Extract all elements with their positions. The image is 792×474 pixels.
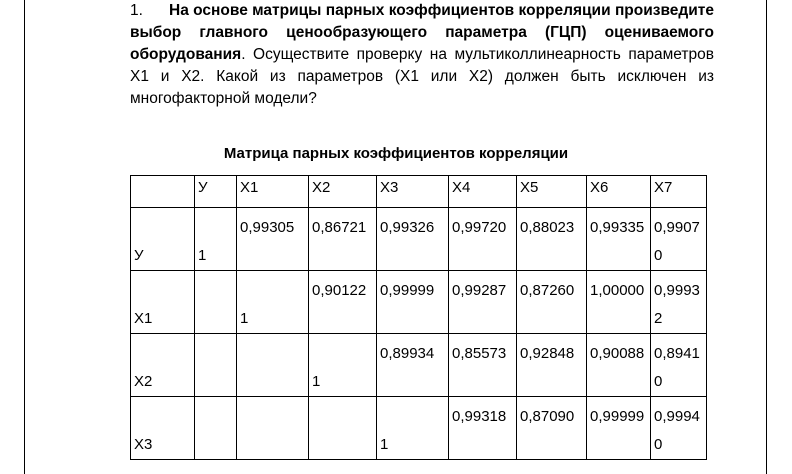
header-cell: Х2 <box>309 176 377 208</box>
table-row <box>131 334 707 397</box>
table-cell: 0,99335 <box>587 208 651 271</box>
page-border-right <box>766 0 767 474</box>
table-cell: 0,92848 <box>517 334 587 397</box>
table-cell <box>195 271 237 334</box>
table-cell: 0,99999 <box>377 271 449 334</box>
table-cell: 0,99720 <box>449 208 517 271</box>
header-cell <box>131 176 195 208</box>
task-number: 1. <box>130 2 143 19</box>
table-cell: 1 <box>237 271 309 334</box>
table-cell: 0,89410 <box>651 334 707 397</box>
table-cell: 0,99070 <box>651 208 707 271</box>
table-cell: 0,99940 <box>651 397 707 460</box>
row-label: Х2 <box>131 334 195 397</box>
table-cell: 1 <box>309 334 377 397</box>
task-text <box>130 0 714 110</box>
table-header-row <box>131 176 707 208</box>
table-cell <box>309 397 377 460</box>
table-cell <box>195 397 237 460</box>
table-cell: 0,87260 <box>517 271 587 334</box>
table-cell: 0,88023 <box>517 208 587 271</box>
task-rest-text: . Осуществите проверку на мультиколлинеарность параметров Х1 и Х2. Какой из параметров (Х1 или Х2) должен быть исключен из многофакторной модели? <box>130 46 714 107</box>
table-cell: 0,99287 <box>449 271 517 334</box>
header-cell: У <box>195 176 237 208</box>
table-cell <box>237 397 309 460</box>
table-cell: 0,90122 <box>309 271 377 334</box>
table-row <box>131 208 707 271</box>
table-cell: 0,85573 <box>449 334 517 397</box>
table-cell: 1,00000 <box>587 271 651 334</box>
table-cell: 0,90088 <box>587 334 651 397</box>
header-cell: Х5 <box>517 176 587 208</box>
table-cell: 0,99932 <box>651 271 707 334</box>
table-cell: 1 <box>195 208 237 271</box>
row-label: У <box>131 208 195 271</box>
row-label: Х1 <box>131 271 195 334</box>
row-label: Х3 <box>131 397 195 460</box>
table-cell: 0,87090 <box>517 397 587 460</box>
table-cell: 0,86721 <box>309 208 377 271</box>
header-cell: Х4 <box>449 176 517 208</box>
header-cell: Х3 <box>377 176 449 208</box>
header-cell: Х7 <box>651 176 707 208</box>
table-cell: 0,99999 <box>587 397 651 460</box>
table-cell: 1 <box>377 397 449 460</box>
table-cell <box>195 334 237 397</box>
table-cell: 0,99318 <box>449 397 517 460</box>
page-border-left <box>24 0 25 474</box>
correlation-table <box>130 175 707 460</box>
task-bold-text: На основе матрицы парных коэффициентов корреляции произведите выбор главного ценообразующего параметра (ГЦП) оцениваемого оборудования <box>130 2 714 63</box>
table-caption: Матрица парных коэффициентов корреляции <box>223 145 569 162</box>
table-row <box>131 271 707 334</box>
table-cell: 0,99326 <box>377 208 449 271</box>
table-cell <box>237 334 309 397</box>
table-cell: 0,89934 <box>377 334 449 397</box>
table-cell: 0,99305 <box>237 208 309 271</box>
table-row <box>131 397 707 460</box>
header-cell: Х1 <box>237 176 309 208</box>
header-cell: Х6 <box>587 176 651 208</box>
